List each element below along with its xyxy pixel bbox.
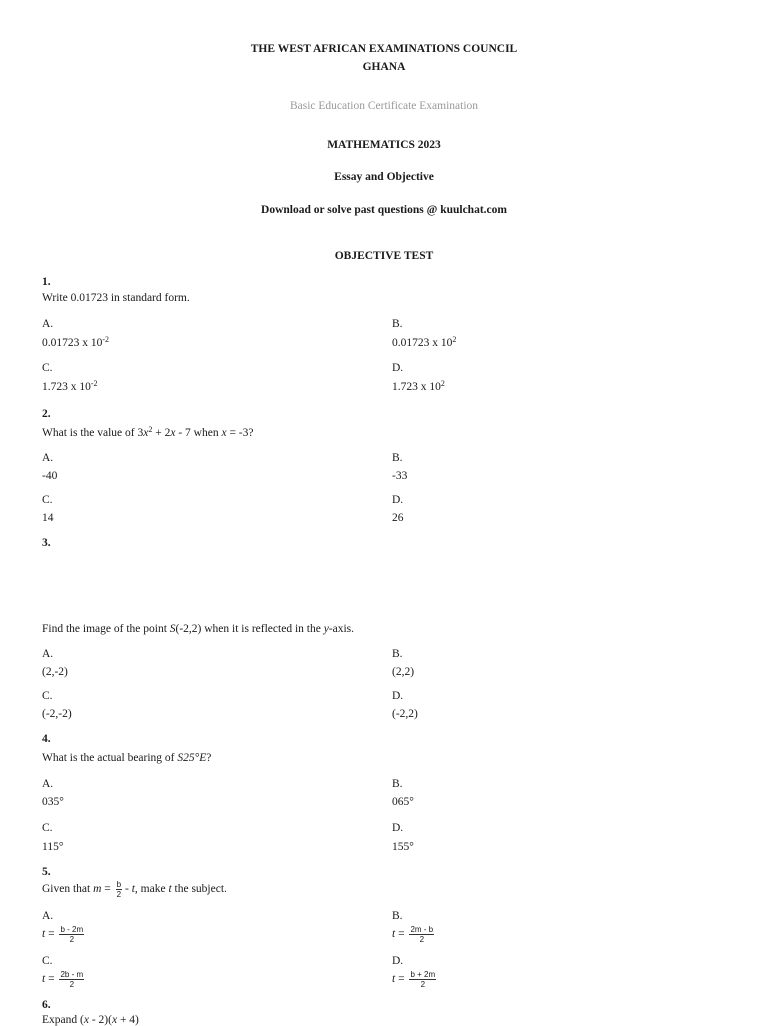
q5-option-c-label: C. [42, 955, 53, 967]
q5-option-d-label: D. [392, 955, 404, 967]
q3-option-c-value: (-2,-2) [42, 708, 72, 720]
q1-option-d-label: D. [392, 362, 404, 374]
q2-option-b-value: -33 [392, 470, 408, 482]
country-title: GHANA [362, 61, 406, 73]
q3-option-b-label: B. [392, 648, 403, 660]
section-title: OBJECTIVE TEST [334, 250, 434, 262]
q5-option-d-value: t = $\frac{b + 2m}{2}$ [392, 970, 436, 989]
q3-option-b-value: (2,2) [392, 666, 415, 678]
question-2-number: 2. [42, 408, 51, 420]
question-3-number: 3. [42, 537, 51, 549]
q1-option-b-label: B. [392, 318, 403, 330]
q3-option-c-label: C. [42, 690, 53, 702]
question-3-text: Find the image of the point S(-2,2) when it is reflected in the y-axis. [42, 623, 355, 635]
q3-option-d-label: D. [392, 690, 404, 702]
council-title: THE WEST AFRICAN EXAMINATIONS COUNCIL [250, 43, 518, 55]
question-1-text: Write 0.01723 in standard form. [42, 292, 190, 304]
question-5-number: 5. [42, 866, 51, 878]
q2-option-d-label: D. [392, 494, 404, 506]
q5-option-c-value: t = $\frac{2b - m}{2}$ [42, 970, 84, 989]
q1-option-d-value: 1.723 x $10^2$ [392, 379, 445, 393]
q5-option-b-value: t = $\frac{2m - b}{2}$ [392, 925, 434, 944]
q4-option-a-label: A. [42, 778, 54, 790]
q2-option-a-value: -40 [42, 470, 58, 482]
q2-option-c-label: C. [42, 494, 53, 506]
q4-option-b-label: B. [392, 778, 403, 790]
q2-option-d-value: 26 [392, 512, 404, 524]
subject-title: MATHEMATICS 2023 [327, 139, 441, 151]
q1-option-c-value: 1.723 x $10^{-2}$ [42, 379, 98, 393]
paper-title: Essay and Objective [334, 171, 434, 183]
question-6-number: 6. [42, 999, 51, 1011]
q4-option-d-label: D. [392, 822, 404, 834]
question-5-text: Given that m = $\frac{b}{2}$ - t, make t the subject. [42, 880, 227, 899]
q3-option-d-value: (-2,2) [392, 708, 418, 720]
q4-option-b-value: 065° [392, 796, 414, 808]
question-4-number: 4. [42, 733, 51, 745]
q4-option-a-value: 035° [42, 796, 64, 808]
q5-option-b-label: B. [392, 910, 403, 922]
q5-fraction: $\frac{b}{2}$ [116, 880, 122, 899]
q3-option-a-value: (2,-2) [42, 666, 68, 678]
question-6-text: Expand (x - 2)(x + 4) [42, 1014, 139, 1026]
question-4-text: What is the actual bearing of S25°E? [42, 752, 212, 764]
question-1-number: 1. [42, 276, 51, 288]
q4-option-d-value: 155° [392, 841, 414, 853]
download-note: Download or solve past questions @ kuulchat.com [261, 204, 507, 216]
q2-option-c-value: 14 [42, 512, 54, 524]
q1-option-b-value: 0.01723 x $10^2$ [392, 335, 457, 349]
q2-option-b-label: B. [392, 452, 403, 464]
q5-option-a-value: t = $\frac{b - 2m}{2}$ [42, 925, 84, 944]
exam-name: Basic Education Certificate Examination [289, 100, 479, 112]
question-2-text: What is the value of $3x^2 + 2x - 7$ when x = -3? [42, 425, 254, 439]
q1-option-a-value: 0.01723 x $10^{-2}$ [42, 335, 110, 349]
q1-option-c-label: C. [42, 362, 53, 374]
q5-option-a-label: A. [42, 910, 54, 922]
q4-option-c-value: 115° [42, 841, 64, 853]
q1-option-a-label: A. [42, 318, 54, 330]
q2-option-a-label: A. [42, 452, 54, 464]
q4-option-c-label: C. [42, 822, 53, 834]
q3-option-a-label: A. [42, 648, 54, 660]
